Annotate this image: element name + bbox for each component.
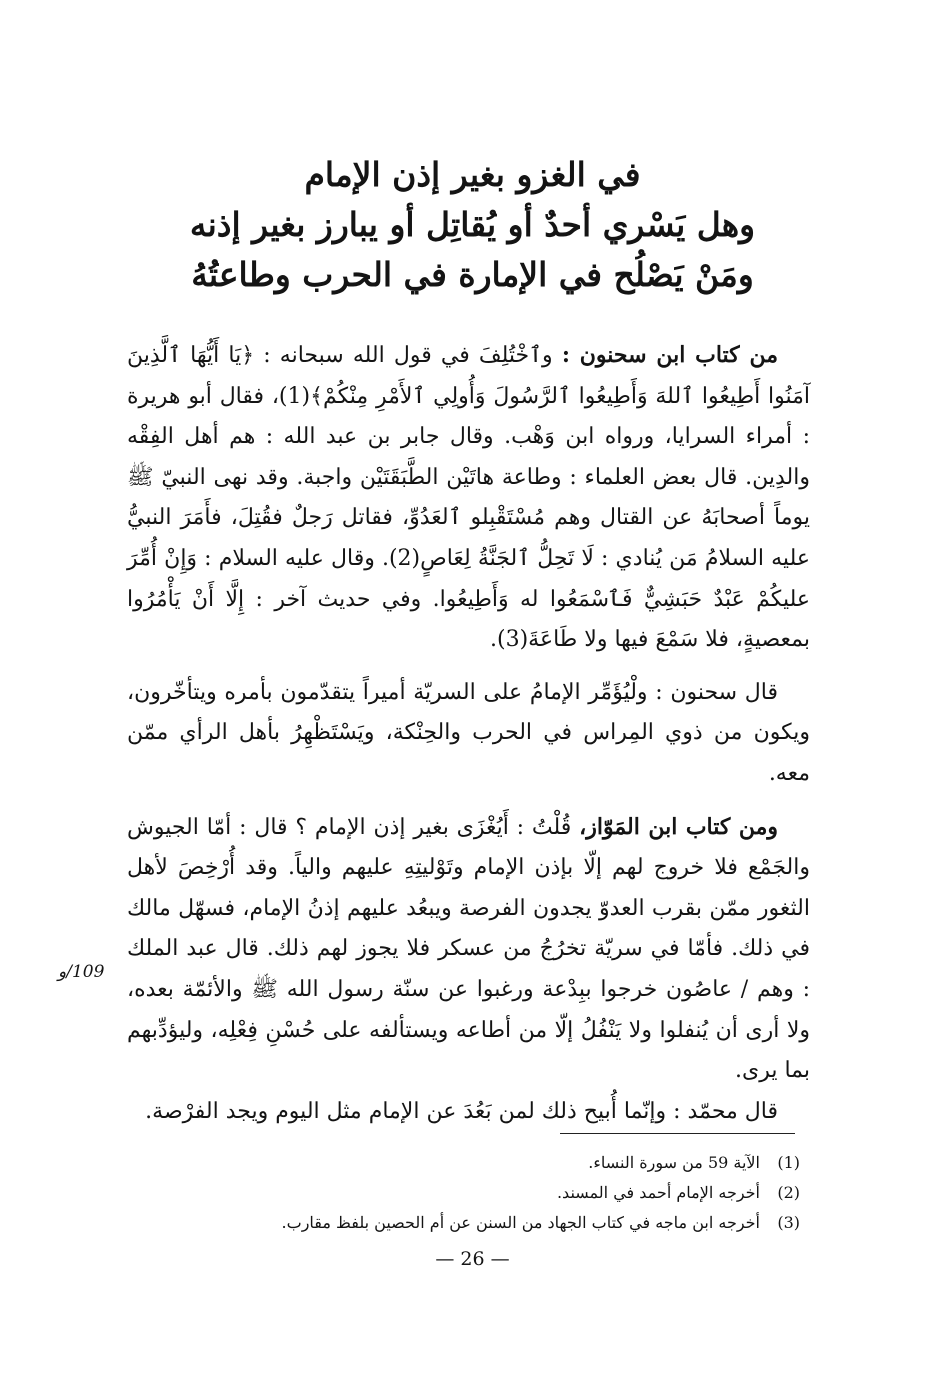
paragraph-1 — [127, 335, 810, 661]
footnote-3 — [220, 1210, 800, 1236]
chapter-title-line-3: ومَنْ يَصْلُح في الإمارة في الحرب وطاعتُهُ — [191, 255, 754, 294]
paragraph-3 — [127, 807, 810, 1092]
footnote-1-number: (1) — [777, 1153, 800, 1172]
chapter-title-line-1: في الغزو بغير إذن الإمام — [304, 155, 641, 194]
paragraph-3-text: قُلْتُ : أَيُغْزَى بغير إذن الإمام ؟ قال : أمّا الجيوش والجَمْع فلا خروج لهم إلّا بإذن الإمام وتَوْليتِهِ عليهم والياً. وقد أُرْخِصَ لأهل الثغور ممّن بقرب العدوّ يجدون الفرصة ويبعُد عليهم إذنُ الإمام، فسهّل مالك في ذلك. فأمّا في سريّة تخرُجُ من عسكر فلا يجوز لهم ذلك. قال عبد الملك : وهم / عاصُون خرجوا ببِدْعة ورغبوا عن سنّة رسول الله ﷺ والأئمّة بعده، ولا أرى أن يُنفلوا ولا يَنْفُلُ إلّا من أطاعه ويستألفه على حُسْنِ فِعْلِه، وليؤدِّبهم بما يرى. — [127, 814, 810, 1084]
footnote-1 — [220, 1150, 800, 1176]
paragraph-1-source: من كتاب ابن سحنون : — [561, 342, 778, 368]
paragraph-3-source: ومن كتاب ابن المَوّاز، — [579, 813, 778, 840]
footnote-divider — [560, 1133, 795, 1134]
footnote-2-number: (2) — [777, 1183, 800, 1202]
paragraph-1-text: وٱخْتُلِفَ في قول الله سبحانه : ﴿يَا أَيُّهَا ٱلَّذِينَ آمَنُوا أَطِيعُوا ٱللهَ وَأَطِيعُوا ٱلرَّسُولَ وَأُولِي ٱلأَمْرِ مِنْكُمْ﴾(1)، فقال أبو هريرة : أمراء السرايا، ورواه ابن وَهْب. وقال جابر بن عبد الله : هم أهل الفِقْه والدِين. قال بعض العلماء : وطاعة هاتَيْن الطَّبَقَتَيْن واجبة. وقد نهى النبيّ ﷺ يوماً أصحابَهُ عن القتال وهم مُسْتَقْبِلو ٱلعَدُوِّ، فقاتل رَجلٌ فقُتِلَ، فأَمَرَ النبيُّ عليه السلامُ مَن يُنادي : لَا تَحِلُّ ٱلجَنَّةُ لِعَاصٍ(2). وقال عليه السلام : وَإِنْ أُمِّرَ عليكُمْ عَبْدٌ حَبَشِيٌّ فَٱسْمَعُوا له وَأَطِيعُوا. وفي حديث آخر : إِلَّا أَنْ يَأْمُرُوا بمعصيةٍ، فلا سَمْعَ فيها ولا طَاعَةَ(3). — [127, 343, 810, 653]
page-number: — 26 — — [435, 1248, 510, 1270]
chapter-title-line-2: وهل يَسْري أحدٌ أو يُقاتِل أو يبارز بغير إذنه — [189, 205, 756, 244]
footnote-3-text: أخرجه ابن ماجه في كتاب الجهاد من السنن عن أم الحصين بلفظ مقارب. — [281, 1213, 760, 1232]
footnote-1-text: الآية 59 من سورة النساء. — [588, 1153, 760, 1172]
footnote-2-text: أخرجه الإمام أحمد في المسند. — [556, 1183, 760, 1202]
footnote-3-number: (3) — [777, 1213, 800, 1232]
footnote-2 — [220, 1180, 800, 1206]
body-text — [127, 335, 810, 1132]
paragraph-4: قال محمّد : وإنّما أُبيح ذلك لمن بَعُدَ عن الإمام مثل اليوم ويجد الفرْصة. — [145, 1098, 778, 1124]
folio-margin-note: 109/و — [58, 962, 105, 982]
paragraph-2: قال سحنون : ولْيُؤَمِّر الإمامُ على السريّة أميراً يتقدّمون بأمره ويتأخّرون، ويكون من ذوي المِراس في الحرب والحِنْكة، ويَسْتَظْهِرُ بأهل الرأي ممّن معه. — [127, 679, 810, 786]
